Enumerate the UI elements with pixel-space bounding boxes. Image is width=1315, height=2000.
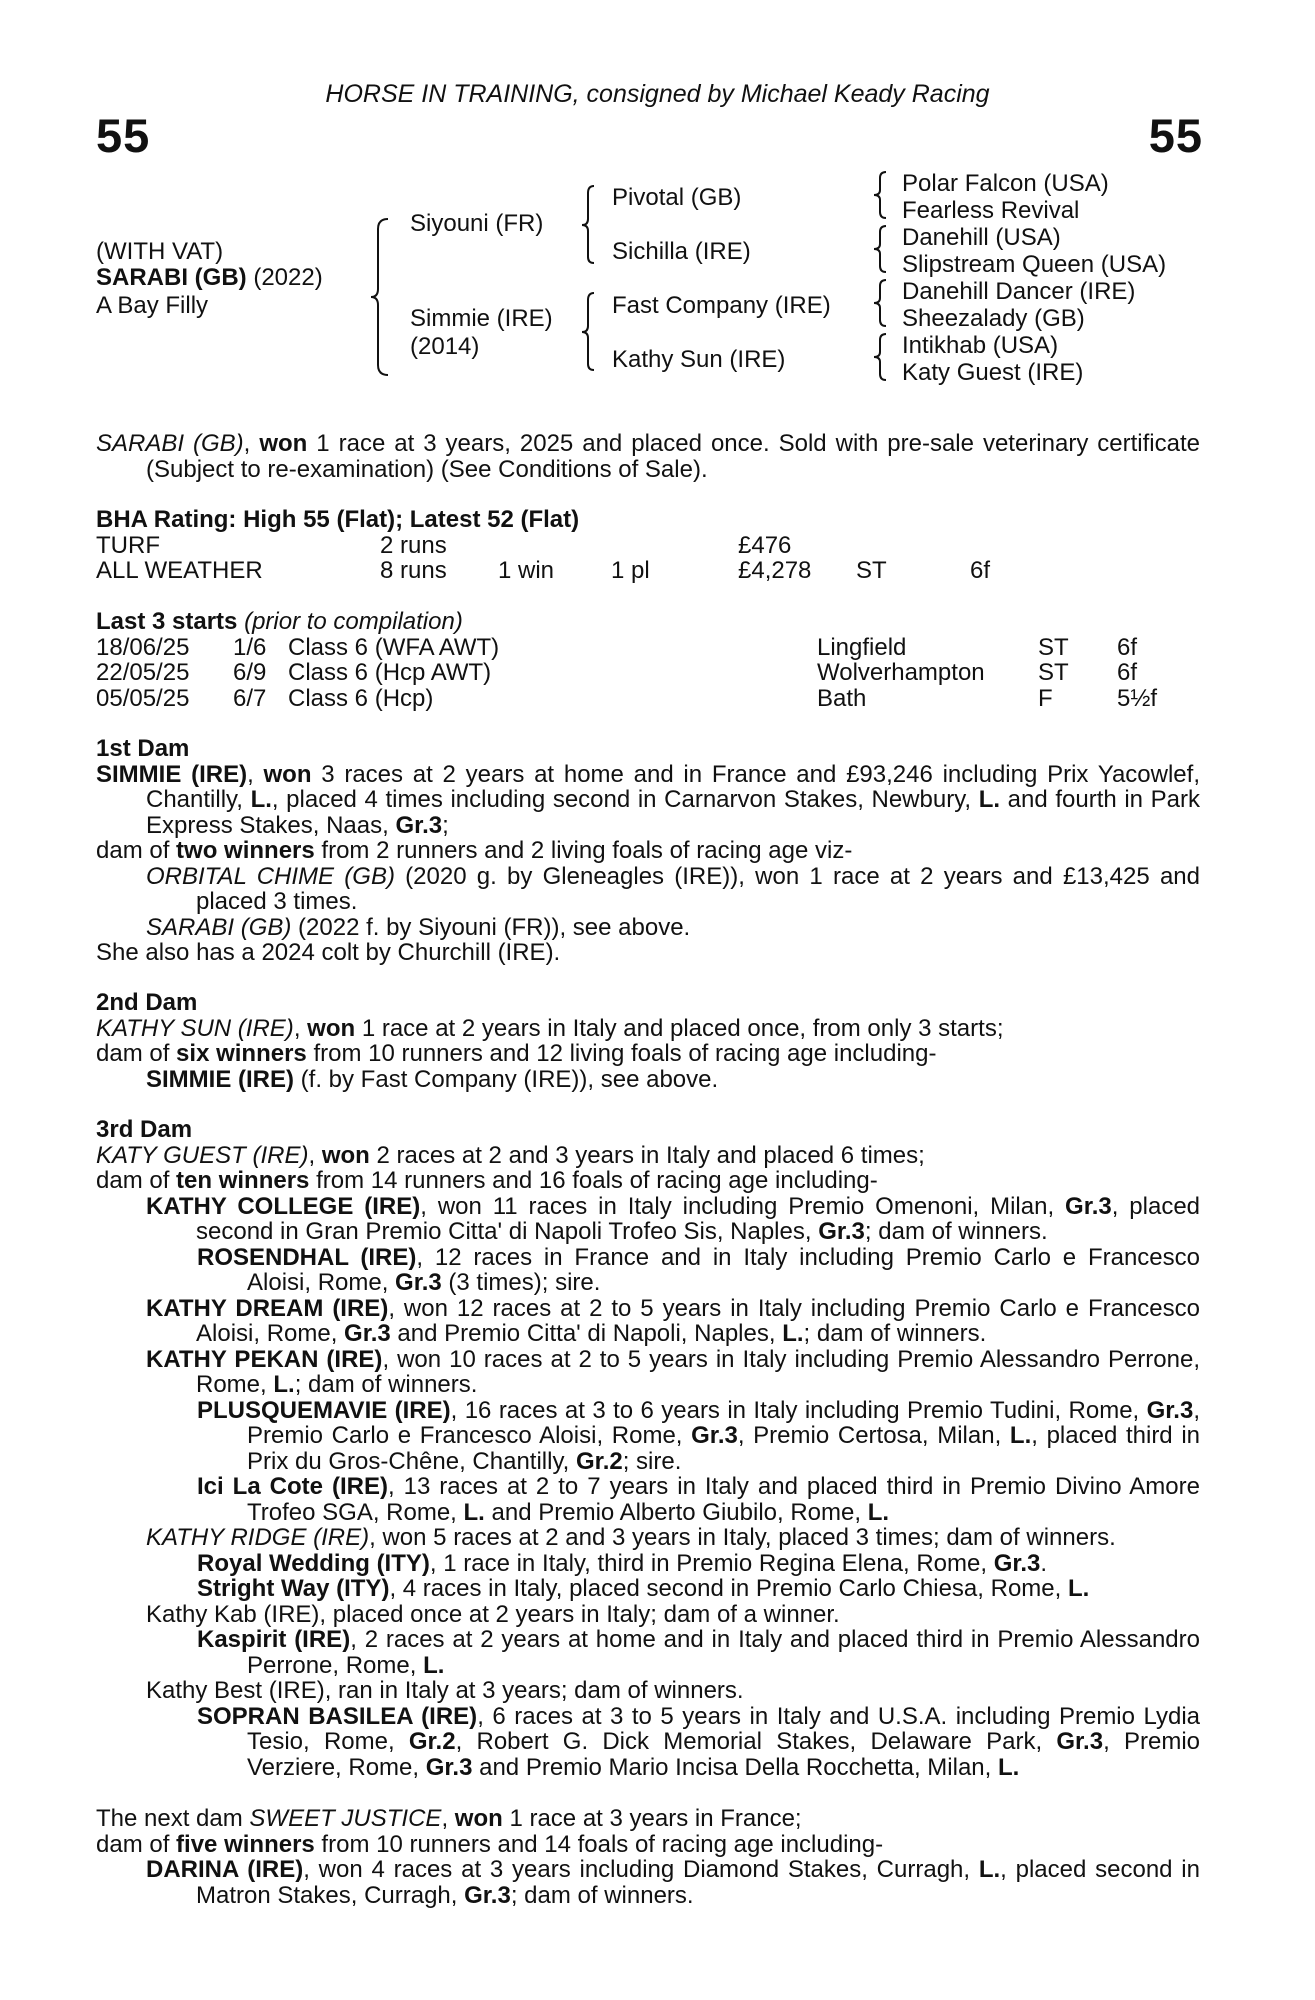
gen3-6: Sheezalady (GB) xyxy=(902,305,1085,332)
start-position: 6/7 xyxy=(233,684,267,712)
sire: Siyouni (FR) xyxy=(410,210,544,237)
rating-wins: 1 win xyxy=(498,557,555,584)
rating-going: ST xyxy=(856,557,887,584)
text: from 10 runners and 12 living foals of racing age including- xyxy=(306,1040,937,1067)
produce-kaspirit xyxy=(197,1627,1200,1678)
pedigree-brace-1 xyxy=(368,215,398,380)
next-dam-name: SWEET JUSTICE xyxy=(249,1805,442,1832)
group-mark: Gr.2 xyxy=(408,1728,456,1755)
text: dam of xyxy=(96,837,177,864)
gen3-8: Katy Guest (IRE) xyxy=(902,359,1084,386)
rating-surface: TURF xyxy=(96,531,160,559)
start-race: Class 6 (Hcp) xyxy=(288,684,434,712)
rating-prize: £4,278 xyxy=(738,557,812,584)
text: dam of xyxy=(96,1040,177,1067)
text: dam of xyxy=(96,1167,177,1194)
group-mark: Gr.3 xyxy=(464,1881,511,1909)
start-distance: 6f xyxy=(1117,633,1138,661)
text: and Premio Mario Incisa Della Rocchetta, Milan, xyxy=(472,1753,998,1781)
first-dam-produce-summary xyxy=(96,838,1200,864)
group-mark: Gr.3 xyxy=(1056,1728,1104,1755)
group-mark: Gr.3 xyxy=(344,1320,391,1347)
text: , Premio Verziere, Rome, xyxy=(247,1728,1200,1781)
start-position: 6/9 xyxy=(233,659,267,686)
third-dam-heading: 3rd Dam xyxy=(96,1116,193,1143)
listed-mark: L. xyxy=(978,1856,1001,1883)
start-going: F xyxy=(1038,684,1053,712)
second-dam-section xyxy=(96,990,1200,1092)
text: , won 4 races at 3 years including Diamond Stakes, Curragh, xyxy=(303,1856,979,1883)
text: , placed second in Matron Stakes, Curragh, xyxy=(196,1856,1200,1909)
text: from 10 runners and 14 foals of racing age including- xyxy=(314,1830,884,1858)
text: (2022 f. by Siyouni (FR)), see above. xyxy=(291,913,691,941)
produce-name: KATHY DREAM (IRE) xyxy=(146,1294,389,1322)
pedigree-brace-7 xyxy=(872,332,892,384)
produce-simmie xyxy=(146,1067,1200,1093)
third-dam-section xyxy=(96,1117,1200,1780)
horse-name-line xyxy=(96,264,323,292)
third-dam-name: KATY GUEST (IRE) xyxy=(96,1141,309,1169)
start-date: 22/05/25 xyxy=(96,659,190,686)
text: , won 12 races at 2 to 5 years in Italy including Premio Carlo e Francesco Aloisi, Rome, xyxy=(196,1294,1200,1347)
sire-sire: Pivotal (GB) xyxy=(612,184,742,211)
rating-runs: 2 runs xyxy=(380,531,447,559)
listed-mark: L. xyxy=(273,1371,295,1398)
horse-name: SARABI (GB) xyxy=(96,264,247,291)
start-course: Wolverhampton xyxy=(817,659,985,686)
text: (3 times); sire. xyxy=(441,1269,601,1296)
produce-name: PLUSQUEMAVIE (IRE) xyxy=(197,1396,451,1424)
produce-kathy-best: Kathy Best (IRE), ran in Italy at 3 years; dam of winners. xyxy=(146,1677,744,1704)
produce-sopran-basilea xyxy=(197,1704,1200,1781)
produce-ici-la-cote xyxy=(197,1474,1200,1525)
text: The next dam xyxy=(96,1805,250,1832)
group-mark: Gr.2 xyxy=(576,1447,623,1475)
winners-count: six winners xyxy=(176,1040,307,1067)
produce-name: Stright Way (ITY) xyxy=(197,1575,390,1602)
text: , 2 races at 2 years at home and in Italy and placed third in Premio Alessandro Perrone, Rome, xyxy=(247,1626,1200,1679)
produce-name: KATHY PEKAN (IRE) xyxy=(146,1345,383,1373)
text: , placed second in Gran Premio Citta' di Napoli Trofeo Sis, Naples, xyxy=(196,1192,1201,1245)
rating-runs: 8 runs xyxy=(380,557,447,584)
start-distance: 6f xyxy=(1117,659,1138,686)
pedigree-brace-2 xyxy=(580,183,600,268)
rating-dist: 6f xyxy=(970,557,991,584)
horse-year: (2022) xyxy=(253,264,323,291)
text: (2020 g. by Gleneagles (IRE)), won 1 race at 2 years and £13,425 and placed 3 times. xyxy=(196,862,1200,915)
last-starts-note: (prior to compilation) xyxy=(244,608,463,635)
produce-kathy-dream xyxy=(146,1296,1200,1347)
produce-royal-wedding xyxy=(197,1551,1200,1577)
intro-text: 1 race at 3 years, 2025 and placed once. Sold with pre-sale veterinary certificate (Subject to re-examination) (See Conditions of Sale). xyxy=(146,430,1200,483)
text: and Premio Alberto Giubilo, Rome, xyxy=(484,1498,868,1526)
listed-mark: L. xyxy=(867,1498,890,1526)
group-mark: Gr.3 xyxy=(395,811,443,839)
lot-number-right: 55 xyxy=(1148,109,1203,162)
text: 3 races at 2 years at home and in France and £93,246 including Prix Yacowlef, Chantilly, xyxy=(146,760,1200,813)
text: ; dam of winners. xyxy=(510,1881,694,1909)
gen3-1: Polar Falcon (USA) xyxy=(902,170,1109,197)
produce-name: KATHY COLLEGE (IRE) xyxy=(146,1192,421,1220)
start-distance: 5½f xyxy=(1117,684,1158,712)
text: , 1 race in Italy, third in Premio Regina Elena, Rome, xyxy=(429,1549,994,1577)
vat-note: (WITH VAT) xyxy=(96,238,224,265)
text: ; dam of winners. xyxy=(294,1371,478,1398)
last-starts-heading xyxy=(96,609,1200,635)
produce-plusquemavie xyxy=(197,1398,1200,1475)
produce-name: DARINA (IRE) xyxy=(146,1856,304,1883)
won-label: won xyxy=(321,1141,370,1169)
produce-name: Royal Wedding (ITY) xyxy=(197,1549,430,1577)
last-start-row xyxy=(96,686,1200,712)
group-mark: Gr.3 xyxy=(818,1218,865,1245)
text: , xyxy=(441,1805,455,1832)
listed-mark: L. xyxy=(250,786,272,813)
page-header-title: HORSE IN TRAINING, consigned by Michael Keady Racing xyxy=(325,80,990,108)
pedigree-brace-4 xyxy=(872,170,892,222)
produce-orbital-chime xyxy=(146,864,1200,915)
group-mark: Gr.3 xyxy=(691,1422,738,1449)
text: , Premio Certosa, Milan, xyxy=(737,1422,1010,1449)
text: , placed 4 times including second in Carnarvon Stakes, Newbury, xyxy=(271,786,979,813)
rating-row-allweather xyxy=(96,558,1200,584)
dam: Simmie (IRE) xyxy=(410,305,553,332)
winners-count: ten winners xyxy=(176,1167,310,1194)
third-dam-record: KATY GUEST (IRE), won 2 races at 2 and 3 years in Italy and placed 6 times; xyxy=(96,1141,925,1169)
start-course: Lingfield xyxy=(817,633,907,661)
text: , Robert G. Dick Memorial Stakes, Delaware Park, xyxy=(455,1728,1057,1755)
start-going: ST xyxy=(1038,659,1069,686)
won-label: won xyxy=(454,1805,503,1832)
text: , 12 races in France and in Italy including Premio Carlo e Francesco Aloisi, Rome, xyxy=(247,1243,1200,1296)
first-dam-heading: 1st Dam xyxy=(96,735,190,762)
last-starts-title: Last 3 starts xyxy=(96,608,238,635)
intro-won: won xyxy=(259,430,308,457)
produce-name: Ici La Cote (IRE) xyxy=(197,1473,388,1500)
horse-description: A Bay Filly xyxy=(96,292,209,319)
pedigree-brace-3 xyxy=(580,290,600,375)
intro-section xyxy=(96,431,1200,482)
winners-count: five winners xyxy=(176,1830,315,1858)
next-dam-record xyxy=(96,1806,1200,1832)
rating-row-turf xyxy=(96,533,1200,559)
next-dam-section xyxy=(96,1806,1200,1908)
text: and fourth in Park Express Stakes, Naas, xyxy=(146,786,1200,839)
text: from 2 runners and 2 living foals of racing age viz- xyxy=(314,837,853,864)
won-label: won xyxy=(307,1014,356,1042)
second-dam-name: KATHY SUN (IRE) xyxy=(96,1014,294,1042)
last-start-row xyxy=(96,660,1200,686)
listed-mark: L. xyxy=(978,786,1001,813)
group-mark: Gr.3 xyxy=(1065,1192,1112,1220)
produce-name: SARABI (GB) xyxy=(146,913,292,941)
listed-mark: L. xyxy=(463,1498,485,1526)
second-dam-record: KATHY SUN (IRE), won 1 race at 2 years in Italy and placed once, from only 3 starts; xyxy=(96,1014,1004,1042)
listed-mark: L. xyxy=(423,1651,445,1679)
start-date: 05/05/25 xyxy=(96,684,190,712)
rating-prize: £476 xyxy=(738,531,792,559)
produce-sarabi xyxy=(146,915,1200,941)
sire-dam: Sichilla (IRE) xyxy=(612,238,751,265)
produce-name: SIMMIE (IRE) xyxy=(146,1065,294,1093)
text: . xyxy=(1040,1549,1048,1577)
text: , won 5 races at 2 and 3 years in Italy, placed 3 times; dam of winners. xyxy=(369,1524,1116,1551)
text: 1 race at 3 years in France; xyxy=(502,1805,802,1832)
listed-mark: L. xyxy=(1067,1575,1090,1602)
produce-kathy-ridge xyxy=(146,1525,1200,1551)
listed-mark: L. xyxy=(998,1753,1020,1781)
last-start-row xyxy=(96,635,1200,661)
start-going: ST xyxy=(1038,633,1069,661)
next-dam-produce-summary xyxy=(96,1832,1200,1858)
group-mark: Gr.3 xyxy=(395,1269,442,1296)
text: 2 races at 2 and 3 years in Italy and placed 6 times; xyxy=(369,1141,925,1169)
text: , 16 races at 3 to 6 years in Italy including Premio Tudini, Rome, xyxy=(450,1396,1147,1424)
listed-mark: L. xyxy=(1009,1422,1032,1449)
produce-name: KATHY RIDGE (IRE) xyxy=(146,1524,370,1551)
lot-number-left: 55 xyxy=(96,109,151,162)
second-dam-produce-summary xyxy=(96,1041,1200,1067)
gen3-4: Slipstream Queen (USA) xyxy=(902,251,1167,278)
text: , won 11 races in Italy including Premio Omenoni, Milan, xyxy=(420,1192,1066,1220)
text: ; xyxy=(442,811,449,839)
dam-sire: Fast Company (IRE) xyxy=(612,292,831,319)
intro-horse-name: SARABI (GB) xyxy=(96,430,244,457)
text: dam of xyxy=(96,1830,177,1858)
text: , won 10 races at 2 to 5 years in Italy including Premio Alessandro Perrone, Rome, xyxy=(196,1345,1200,1398)
winners-count: two winners xyxy=(176,837,315,864)
text: , Premio Carlo e Francesco Aloisi, Rome, xyxy=(247,1396,1200,1449)
produce-kathy-pekan xyxy=(146,1347,1200,1398)
first-dam-name: SIMMIE (IRE) xyxy=(96,760,248,788)
text: from 14 runners and 16 foals of racing age including- xyxy=(309,1167,878,1194)
text: , 4 races in Italy, placed second in Premio Carlo Chiesa, Rome, xyxy=(389,1575,1068,1602)
produce-name: ROSENDHAL (IRE) xyxy=(197,1243,417,1271)
text: , placed third in Prix du Gros-Chêne, Chantilly, xyxy=(247,1422,1201,1475)
first-dam-note: She also has a 2024 colt by Churchill (IRE). xyxy=(96,939,561,966)
text: , 6 races at 3 to 5 years in Italy and U.S.A. including Premio Lydia Tesio, Rome, xyxy=(247,1702,1201,1755)
produce-rosendhal xyxy=(197,1245,1200,1296)
first-dam-section xyxy=(96,736,1200,966)
text: ; dam of winners. xyxy=(803,1320,987,1347)
second-dam-heading: 2nd Dam xyxy=(96,989,198,1016)
pedigree-brace-6 xyxy=(872,278,892,330)
last-starts-section xyxy=(96,609,1200,711)
dam-year: (2014) xyxy=(410,333,480,360)
dam-dam: Kathy Sun (IRE) xyxy=(612,346,786,373)
start-position: 1/6 xyxy=(233,633,267,661)
rating-placed: 1 pl xyxy=(611,557,650,584)
produce-name: ORBITAL CHIME (GB) xyxy=(146,862,395,890)
gen3-5: Danehill Dancer (IRE) xyxy=(902,278,1136,305)
start-course: Bath xyxy=(817,684,867,712)
start-race: Class 6 (Hcp AWT) xyxy=(288,659,492,686)
rating-surface: ALL WEATHER xyxy=(96,557,263,584)
first-dam-record: SIMMIE (IRE), won 3 races at 2 years at home and in France and £93,246 including Prix Yacowlef, Chantilly, L., placed 4 times including second in Carnarvon Stakes, Newbury, L. and fourth in Park Express Stakes, Naas, Gr.3; xyxy=(96,760,1200,839)
start-date: 18/06/25 xyxy=(96,633,190,661)
text: ; dam of winners. xyxy=(864,1218,1048,1245)
intro-paragraph: SARABI (GB), won 1 race at 3 years, 2025 and placed once. Sold with pre-sale veterinary certificate (Subject to re-examination) (See Conditions of Sale). xyxy=(96,430,1200,483)
produce-kathy-college xyxy=(146,1194,1200,1245)
produce-darina xyxy=(146,1857,1200,1908)
produce-name: Kaspirit (IRE) xyxy=(197,1626,351,1653)
start-race: Class 6 (WFA AWT) xyxy=(288,633,500,661)
text: ; sire. xyxy=(622,1447,682,1475)
gen3-7: Intikhab (USA) xyxy=(902,332,1059,359)
produce-stright-way xyxy=(197,1576,1200,1602)
produce-name: SOPRAN BASILEA (IRE) xyxy=(197,1702,478,1730)
listed-mark: L. xyxy=(782,1320,804,1347)
group-mark: Gr.3 xyxy=(1146,1396,1194,1424)
text: and Premio Citta' di Napoli, Naples, xyxy=(390,1320,783,1347)
rating-section xyxy=(96,507,1200,584)
gen3-3: Danehill (USA) xyxy=(902,224,1061,251)
produce-kathy-kab: Kathy Kab (IRE), placed once at 2 years in Italy; dam of a winner. xyxy=(146,1600,840,1628)
gen3-2: Fearless Revival xyxy=(902,197,1080,224)
group-mark: Gr.3 xyxy=(425,1753,473,1781)
text: (f. by Fast Company (IRE)), see above. xyxy=(294,1065,719,1093)
text: 1 race at 2 years in Italy and placed once, from only 3 starts; xyxy=(355,1014,1004,1042)
group-mark: Gr.3 xyxy=(993,1549,1041,1577)
third-dam-produce-summary xyxy=(96,1168,1200,1194)
rating-title: BHA Rating: High 55 (Flat); Latest 52 (Flat) xyxy=(96,506,580,533)
text: , 13 races at 2 to 7 years in Italy and placed third in Premio Divino Amore Trofeo SGA, Rome, xyxy=(247,1473,1200,1526)
won-label: won xyxy=(263,760,312,788)
pedigree-brace-5 xyxy=(872,224,892,276)
